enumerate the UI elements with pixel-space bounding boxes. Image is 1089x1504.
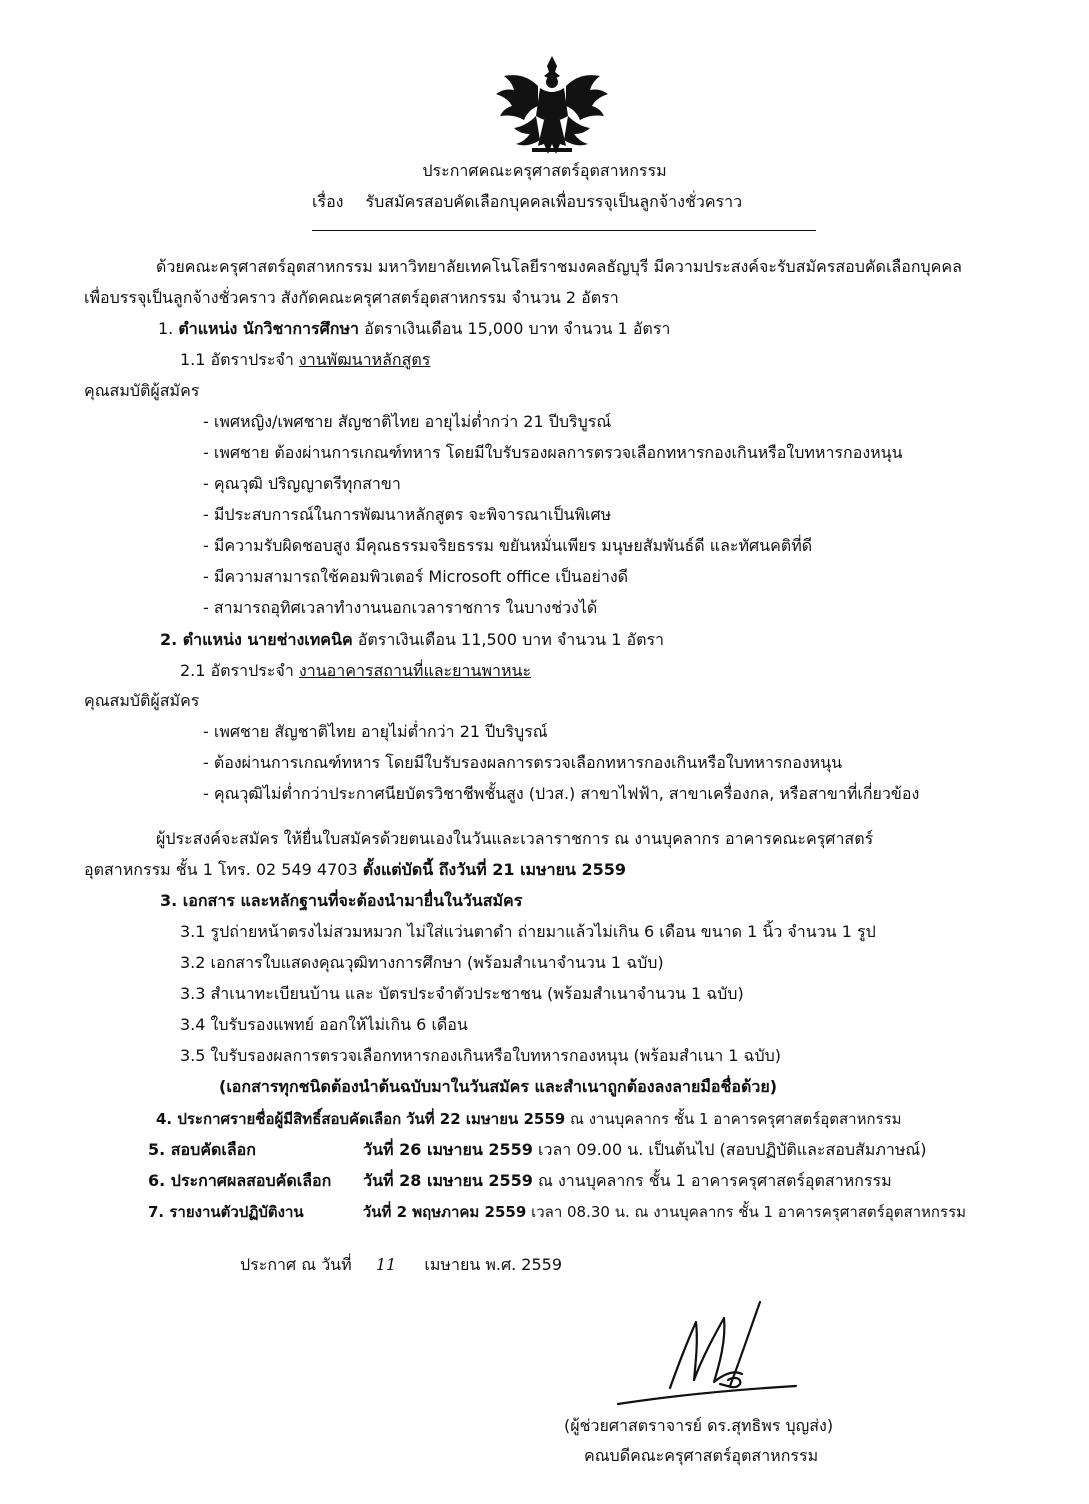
schedule-date: วันที่ 2 พฤษภาคม 2559 [362,1203,527,1221]
document-item: 3.2 เอกสารใบแสดงคุณวุฒิทางการศึกษา (พร้อมสำเนาจำนวน 1 ฉบับ) [180,953,664,972]
schedule-row [148,1170,892,1192]
position-1-salary: อัตราเงินเดือน 15,000 บาท จำนวน 1 อัตรา [364,319,671,338]
schedule-detail: ณ งานบุคลากร ชั้น 1 อาคารครุศาสตร์อุตสาหกรรม [538,1171,892,1190]
schedule-date: วันที่ 28 เมษายน 2559 [363,1171,533,1190]
position-2-unit-prefix: 2.1 อัตราประจำ [180,661,294,680]
application-line-1: ผู้ประสงค์จะสมัคร ให้ยื่นใบสมัครด้วยตนเองในวันและเวลาราชการ ณ งานบุคลากร อาคารคณะครุศาสตร์ [156,829,874,848]
position-2-qual-item: - ต้องผ่านการเกณฑ์ทหาร โดยมีใบรับรองผลการตรวจเลือกทหารกองเกินหรือใบทหารกองหนุน [203,753,843,772]
schedule-label: 6. ประกาศผลสอบคัดเลือก [148,1171,332,1190]
schedule-detail: เวลา 09.00 น. เป็นต้นไป (สอบปฏิบัติและสอบสัมภาษณ์) [538,1140,927,1159]
position-1-qual-item: - เพศหญิง/เพศชาย สัญชาติไทย อายุไม่ต่ำกว่า 21 ปีบริบูรณ์ [203,412,612,431]
schedule-detail: เวลา 08.30 น. ณ งานบุคลากร ชั้น 1 อาคารครุศาสตร์อุตสาหกรรม [531,1203,967,1221]
position-1-qual-item: - คุณวุฒิ ปริญญาตรีทุกสาขา [203,474,401,493]
schedule-detail: ณ งานบุคลากร ชั้น 1 อาคารครุศาสตร์อุตสาหกรรม [570,1110,902,1128]
intro-line-2: เพื่อบรรจุเป็นลูกจ้างชั่วคราว สังกัดคณะครุศาสตร์อุตสาหกรรม จำนวน 2 อัตรา [84,288,619,307]
title-divider [312,230,816,231]
signatory-title: คณบดีคณะครุศาสตร์อุตสาหกรรม [584,1446,819,1465]
application-contact: อุตสาหกรรม ชั้น 1 โทร. 02 549 4703 [84,860,358,879]
position-1-qual-item: - เพศชาย ต้องผ่านการเกณฑ์ทหาร โดยมีใบรับรองผลการตรวจเลือกทหารกองเกินหรือใบทหารกองหนุน [203,443,903,462]
position-1-qual-item: - มีความรับผิดชอบสูง มีคุณธรรมจริยธรรม ขยันหมั่นเพียร มนุษยสัมพันธ์ดี และทัศนคติที่ดี [203,536,813,555]
announce-day: 11 [375,1255,397,1274]
announce-suffix: เมษายน พ.ศ. 2559 [424,1255,563,1274]
document-item: 3.4 ใบรับรองแพทย์ ออกให้ไม่เกิน 6 เดือน [180,1015,468,1034]
garuda-emblem-icon [492,52,612,158]
intro-line-1: ด้วยคณะครุศาสตร์อุตสาหกรรม มหาวิทยาลัยเทคโนโลยีราชมงคลธัญบุรี มีความประสงค์จะรับสมัครสอบคัดเลือกบุคคล [156,257,962,276]
schedule-date: วันที่ 26 เมษายน 2559 [363,1140,533,1159]
position-1-title: ตำแหน่ง นักวิชาการศึกษา [178,319,360,338]
document-item: 3.3 สำเนาทะเบียนบ้าน และ บัตรประจำตัวประชาชน (พร้อมสำเนาจำนวน 1 ฉบับ) [180,984,744,1003]
schedule-row [156,1108,902,1130]
announce-date-line [240,1254,562,1276]
position-2-qual-item: - เพศชาย สัญชาติไทย อายุไม่ต่ำกว่า 21 ปีบริบูรณ์ [203,722,548,741]
subject-line [312,191,742,213]
position-1-qual-item: - สามารถอุทิศเวลาทำงานนอกเวลาราชการ ในบางช่วงได้ [203,598,598,617]
position-2-unit-line [180,660,531,682]
schedule-label: 5. สอบคัดเลือก [148,1140,256,1159]
position-2-salary: อัตราเงินเดือน 11,500 บาท จำนวน 1 อัตรา [357,630,665,649]
position-1-line [158,318,670,340]
documents-heading: 3. เอกสาร และหลักฐานที่จะต้องนำมายื่นในวันสมัคร [160,891,523,910]
position-1-unit-line [180,349,430,371]
document-item: 3.1 รูปถ่ายหน้าตรงไม่สวมหมวก ไม่ใส่แว่นตาดำ ถ่ายมาแล้วไม่เกิน 6 เดือน ขนาด 1 นิ้ว จำนวน 1 รูป [180,922,876,941]
document-item: 3.5 ใบรับรองผลการตรวจเลือกทหารกองเกินหรือใบทหารกองหนุน (พร้อมสำเนา 1 ฉบับ) [180,1046,781,1065]
application-deadline: ตั้งแต่บัดนี้ ถึงวันที่ 21 เมษายน 2559 [362,860,627,879]
schedule-label: 7. รายงานตัวปฏิบัติงาน [148,1203,304,1221]
position-1-unit: งานพัฒนาหลักสูตร [298,350,431,369]
application-line-2 [84,859,626,881]
schedule-date: วันที่ 22 เมษายน 2559 [406,1110,566,1128]
position-1-qual-item: - มีความสามารถใช้คอมพิวเตอร์ Microsoft office เป็นอย่างดี [203,567,629,586]
position-2-line [160,629,664,651]
announce-prefix: ประกาศ ณ วันที่ [240,1255,352,1274]
position-2-qual-item: - คุณวุฒิไม่ต่ำกว่าประกาศนียบัตรวิชาชีพชั้นสูง (ปวส.) สาขาไฟฟ้า, สาขาเครื่องกล, หรือสาขาที่เกี่ยวข้อง [203,784,920,803]
position-1-qual-item: - มีประสบการณ์ในการพัฒนาหลักสูตร จะพิจารณาเป็นพิเศษ [203,505,612,524]
subject-text: รับสมัครสอบคัดเลือกบุคคลเพื่อบรรจุเป็นลูกจ้างชั่วคราว [365,192,743,211]
position-2-qual-heading: คุณสมบัติผู้สมัคร [84,691,200,710]
documents-note: (เอกสารทุกชนิดต้องนำต้นฉบับมาในวันสมัคร และสำเนาถูกต้องลงลายมือชื่อด้วย) [219,1077,778,1096]
position-2-unit: งานอาคารสถานที่และยานพาหนะ [298,661,532,680]
position-1-unit-prefix: 1.1 อัตราประจำ [180,350,294,369]
schedule-row [148,1139,926,1161]
signature-mark-icon [610,1300,800,1410]
position-1-num: 1. [158,319,174,338]
position-1-qual-heading: คุณสมบัติผู้สมัคร [84,381,200,400]
schedule-row [148,1201,966,1223]
position-2-title: 2. ตำแหน่ง นายช่างเทคนิค [160,630,353,649]
subject-label: เรื่อง [312,192,344,211]
schedule-label: 4. ประกาศรายชื่อผู้มีสิทธิ์สอบคัดเลือก [156,1110,402,1128]
signatory-name: (ผู้ช่วยศาสตราจารย์ ดร.สุทธิพร บุญส่ง) [564,1416,834,1435]
announcement-title: ประกาศคณะครุศาสตร์อุตสาหกรรม [422,161,667,180]
